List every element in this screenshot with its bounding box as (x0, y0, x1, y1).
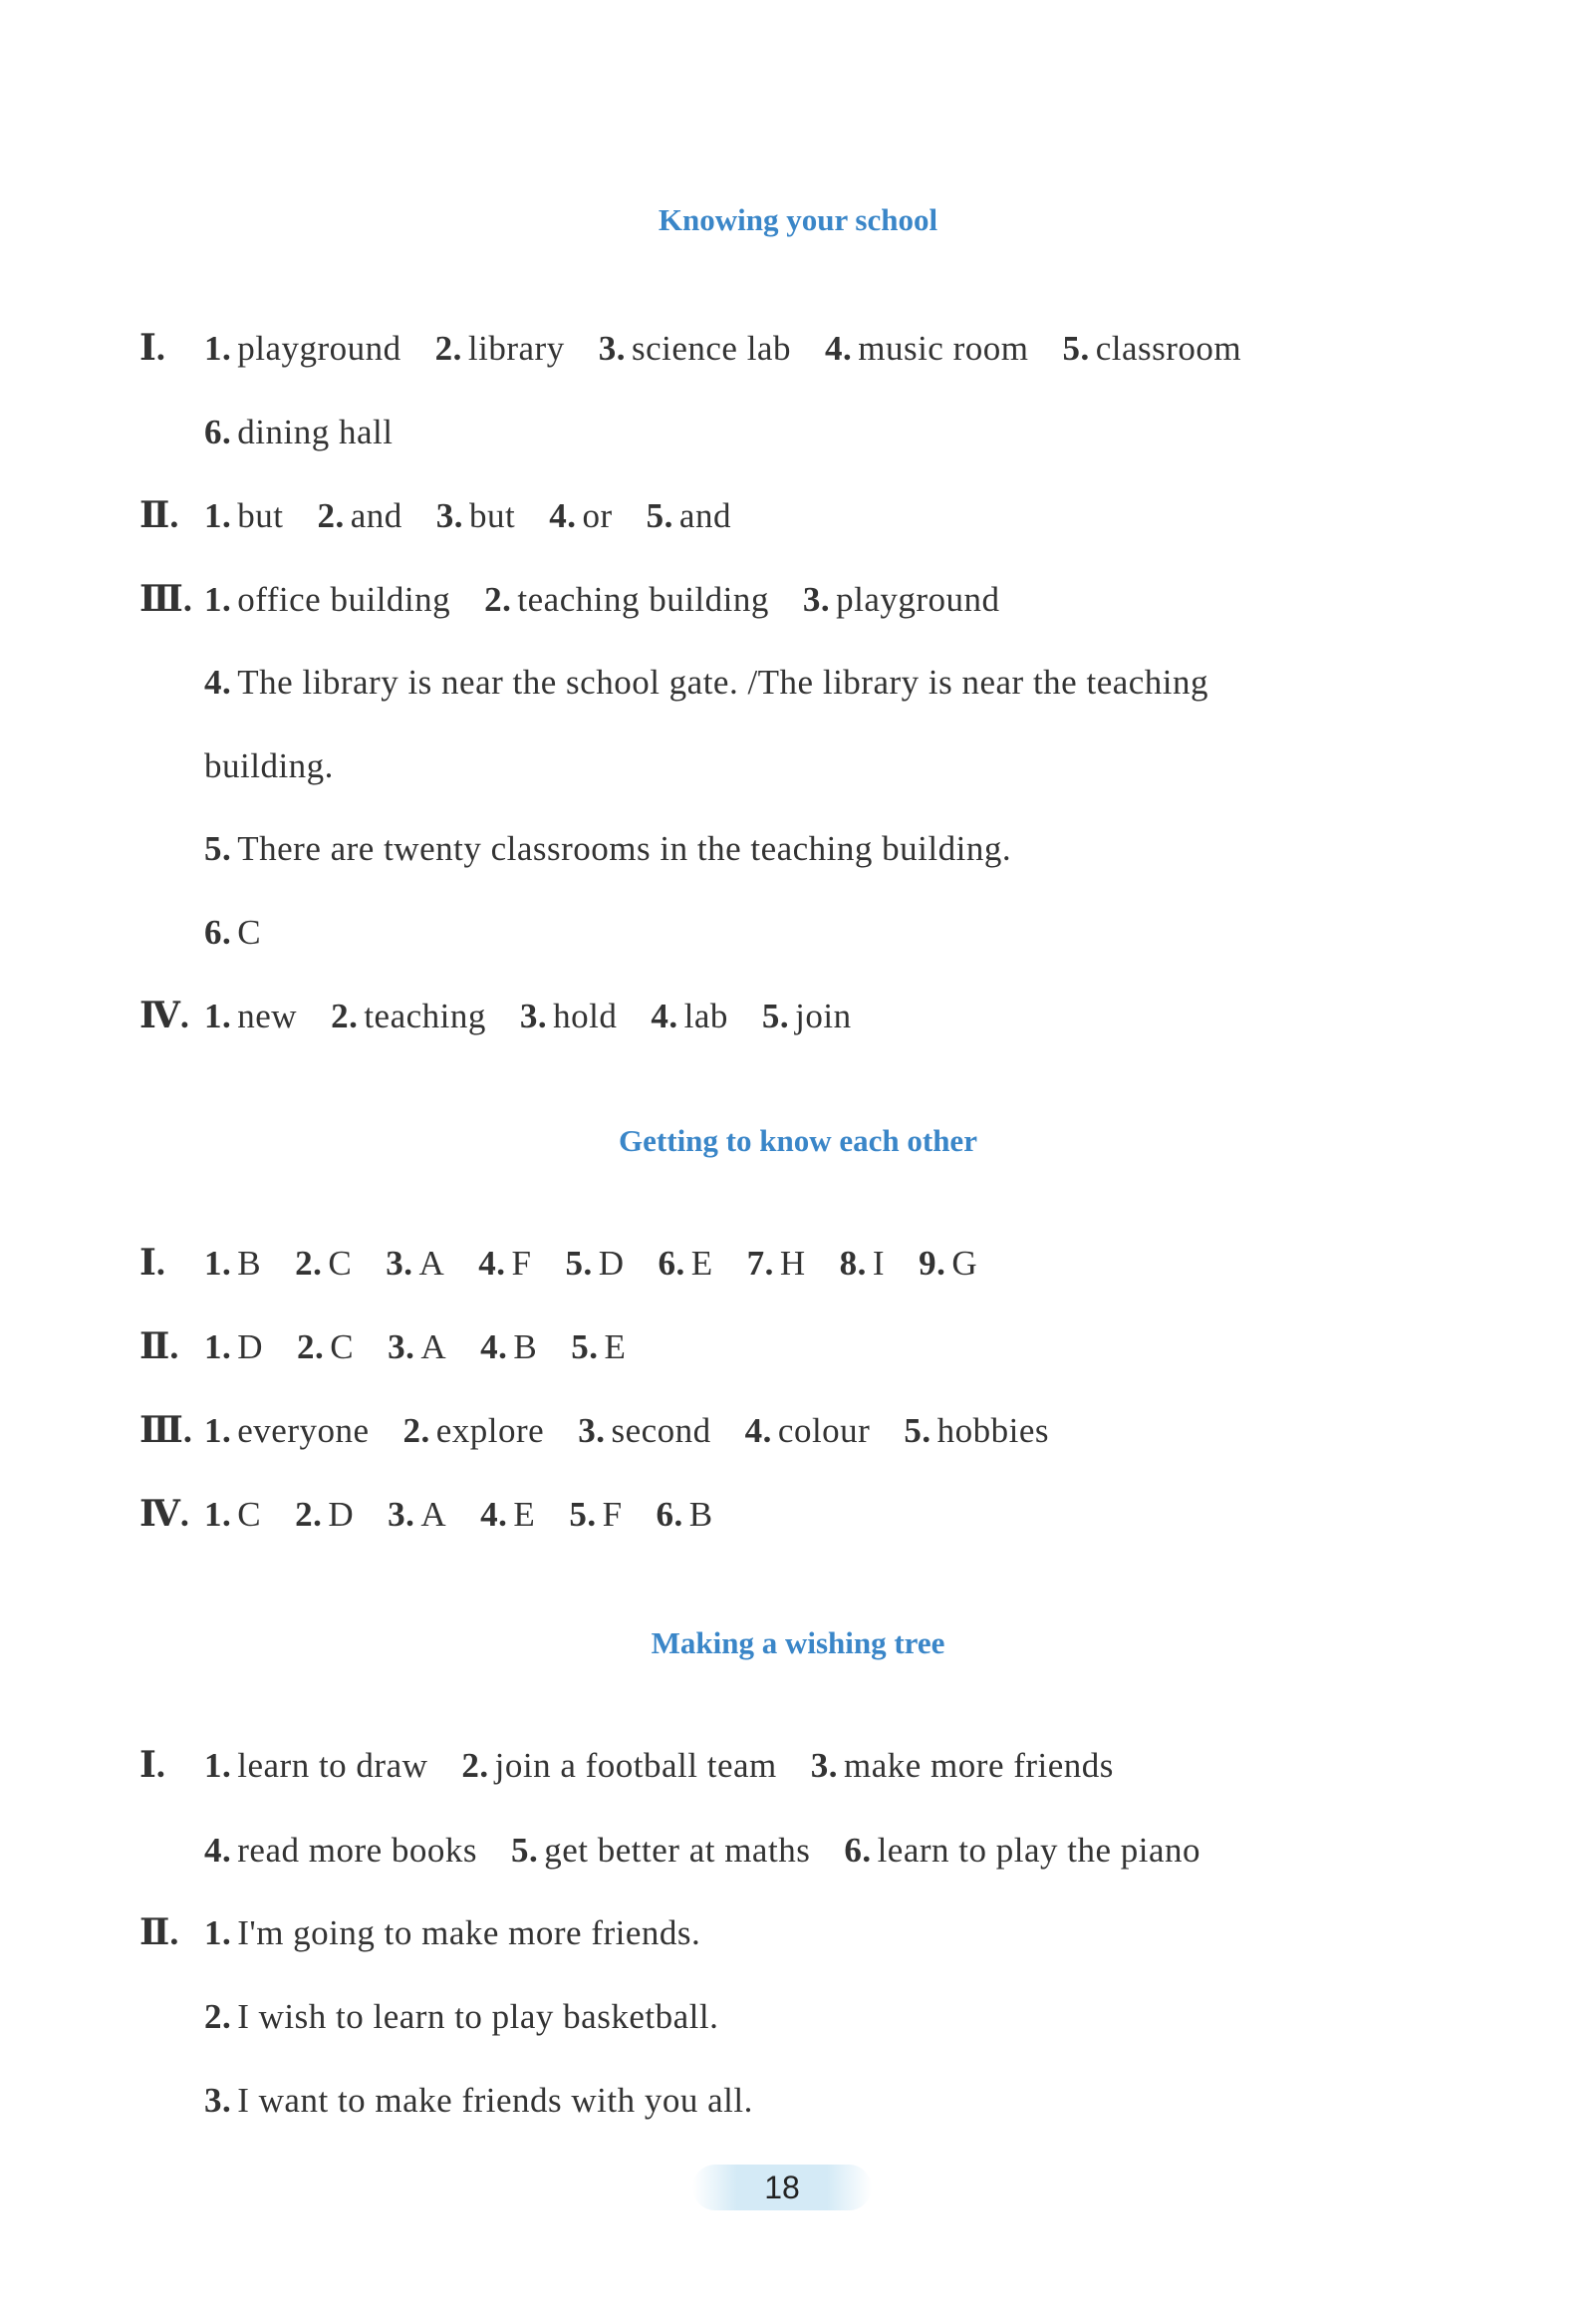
item-text: building. (204, 746, 334, 785)
answer-line (204, 1831, 1234, 1871)
item-text: D (328, 1495, 355, 1534)
answer-item (461, 1746, 776, 1786)
item-text: I want to make friends with you all. (237, 2081, 753, 2120)
item-number: 4. (824, 329, 853, 368)
item-number: 3. (435, 496, 464, 535)
item-number: 4. (204, 663, 232, 702)
item-number: 4. (549, 496, 577, 535)
item-text: D (598, 1244, 625, 1283)
answer-item (403, 1411, 545, 1451)
item-number: 5. (904, 1411, 931, 1450)
item-number: 5. (204, 829, 232, 868)
item-number: 3. (578, 1411, 606, 1450)
answer-line (204, 2081, 787, 2121)
answer-item (571, 1327, 626, 1367)
item-text: classroom (1095, 329, 1242, 368)
item-text: E (690, 1244, 713, 1283)
item-number: 1. (204, 1411, 232, 1450)
exercise-numeral: Ⅰ. (139, 328, 165, 368)
answer-item (204, 1244, 261, 1284)
item-text: There are twenty classrooms in the teaching building. (237, 829, 1012, 868)
answer-item (297, 1327, 354, 1367)
answer-item (435, 329, 565, 369)
item-number: 8. (839, 1244, 867, 1283)
item-number: 4. (480, 1327, 508, 1366)
answer-line (204, 1746, 1148, 1786)
answer-item (204, 1831, 477, 1871)
item-text: everyone (237, 1411, 370, 1450)
answer-item (651, 997, 728, 1036)
answer-item (204, 580, 450, 620)
answer-item (204, 496, 283, 536)
answer-item (549, 496, 612, 536)
answer-item (204, 1411, 370, 1451)
answer-item (762, 997, 852, 1036)
item-text: new (237, 997, 298, 1035)
answer-item (204, 913, 261, 953)
item-text: or (582, 496, 613, 535)
item-number: 3. (598, 329, 626, 368)
answer-item (204, 997, 297, 1036)
item-text: C (237, 913, 262, 952)
item-number: 6. (656, 1495, 683, 1534)
answer-item (204, 1913, 700, 1953)
item-number: 1. (204, 496, 232, 535)
answer-item (204, 1997, 718, 2037)
answer-item (745, 1411, 871, 1451)
exercise-numeral: Ⅱ. (139, 1326, 179, 1366)
answer-item (478, 1244, 531, 1284)
answer-item (386, 1244, 444, 1284)
answer-item (647, 496, 731, 536)
item-text: and (678, 496, 731, 535)
item-text: lab (683, 997, 728, 1035)
item-text: read more books (237, 1831, 478, 1870)
section-title: Getting to know each other (619, 1123, 977, 1158)
answer-item (657, 1495, 713, 1535)
answer-item (565, 1244, 624, 1284)
answer-item (511, 1831, 810, 1871)
answer-line (204, 1913, 734, 1953)
item-number: 2. (295, 1495, 323, 1534)
item-number: 4. (478, 1244, 506, 1283)
item-number: 6. (844, 1831, 872, 1870)
item-number: 3. (810, 1746, 839, 1785)
answer-item (484, 580, 769, 620)
item-text: but (469, 496, 516, 535)
answer-line (204, 1495, 747, 1535)
item-number: 1. (204, 1327, 232, 1366)
answer-item (840, 1244, 885, 1284)
answer-item (803, 580, 1000, 620)
answer-item (436, 496, 515, 536)
answer-item (844, 1831, 1200, 1871)
item-text: teaching (364, 997, 486, 1035)
answer-line (204, 413, 426, 452)
item-number: 5. (761, 997, 790, 1035)
item-number: 2. (317, 496, 345, 535)
answer-item (569, 1495, 622, 1535)
item-text: F (511, 1244, 532, 1283)
item-number: 5. (569, 1495, 597, 1534)
answer-item (1062, 329, 1241, 369)
answer-item (520, 997, 617, 1036)
item-text: A (420, 1327, 447, 1366)
item-number: 2. (484, 580, 512, 619)
exercise-numeral: Ⅲ. (139, 579, 192, 619)
item-text: B (688, 1495, 713, 1534)
item-text: join a football team (494, 1746, 777, 1785)
answer-item (480, 1495, 535, 1535)
answer-item (825, 329, 1028, 369)
answer-item (659, 1244, 713, 1284)
item-text: library (467, 329, 565, 368)
item-text: playground (237, 329, 401, 368)
item-number: 3. (204, 2081, 232, 2120)
answer-line (204, 913, 295, 953)
answer-item (204, 663, 1208, 703)
answer-line (204, 329, 1275, 369)
item-text: colour (777, 1411, 871, 1450)
answer-item (578, 1411, 710, 1451)
answer-line (204, 496, 765, 536)
item-text: G (951, 1244, 978, 1283)
item-text: C (328, 1244, 353, 1283)
item-number: 5. (1062, 329, 1090, 368)
item-text: hold (553, 997, 618, 1035)
item-text: I (872, 1244, 886, 1283)
answer-item (204, 329, 401, 369)
item-number: 3. (802, 580, 831, 619)
answer-line (204, 997, 886, 1036)
item-text: A (418, 1244, 445, 1283)
item-text: but (237, 496, 284, 535)
item-number: 2. (461, 1746, 489, 1785)
item-number: 4. (744, 1411, 772, 1450)
item-number: 3. (386, 1244, 413, 1283)
answer-line (204, 1411, 1083, 1451)
item-text: explore (435, 1411, 545, 1450)
answer-item (204, 746, 334, 786)
exercise-numeral: Ⅱ. (139, 1912, 179, 1952)
item-number: 3. (519, 997, 548, 1035)
item-number: 2. (295, 1244, 323, 1283)
answer-item (388, 1327, 446, 1367)
item-text: join (795, 997, 852, 1035)
item-text: A (420, 1495, 447, 1534)
answer-item (388, 1495, 446, 1535)
item-text: C (330, 1327, 355, 1366)
item-text: music room (858, 329, 1029, 368)
answer-item (811, 1746, 1114, 1786)
page-number: 18 (692, 2165, 872, 2210)
answer-item (295, 1495, 354, 1535)
item-text: The library is near the school gate. /The library is near the teaching (237, 663, 1209, 702)
exercise-numeral: Ⅰ. (139, 1745, 165, 1785)
answer-line (204, 1244, 1011, 1284)
section-title: Making a wishing tree (651, 1625, 945, 1660)
item-number: 4. (651, 997, 678, 1035)
item-text: make more friends (844, 1746, 1114, 1785)
item-number: 7. (746, 1244, 774, 1283)
item-text: H (779, 1244, 806, 1283)
item-number: 6. (204, 413, 232, 451)
answer-line (204, 580, 1034, 620)
answer-item (204, 2081, 753, 2121)
item-text: C (237, 1495, 262, 1534)
item-number: 4. (480, 1495, 508, 1534)
item-number: 3. (388, 1327, 415, 1366)
item-number: 1. (204, 580, 232, 619)
item-text: E (604, 1327, 627, 1366)
item-number: 1. (204, 1746, 232, 1785)
item-number: 2. (204, 1997, 232, 2036)
item-text: science lab (631, 329, 791, 368)
item-text: second (611, 1411, 711, 1450)
item-text: I'm going to make more friends. (237, 1913, 701, 1952)
answer-item (204, 829, 1011, 869)
item-number: 1. (204, 329, 232, 368)
item-number: 3. (388, 1495, 415, 1534)
item-number: 5. (646, 496, 673, 535)
answer-item (904, 1411, 1049, 1451)
item-text: F (602, 1495, 623, 1534)
exercise-numeral: Ⅳ. (139, 1494, 189, 1534)
answer-item (480, 1327, 537, 1367)
item-text: learn to play the piano (877, 1831, 1201, 1870)
item-text: get better at maths (544, 1831, 811, 1870)
item-number: 2. (402, 1411, 430, 1450)
item-number: 1. (204, 1913, 232, 1952)
answer-line (204, 829, 1045, 869)
answer-item (204, 1495, 261, 1535)
item-text: playground (836, 580, 1000, 619)
item-text: and (350, 496, 402, 535)
item-number: 4. (204, 1831, 232, 1870)
answer-item (204, 1746, 427, 1786)
item-number: 6. (658, 1244, 685, 1283)
answer-item (204, 413, 393, 452)
answer-item (331, 997, 486, 1036)
answer-item (317, 496, 401, 536)
exercise-numeral: Ⅲ. (139, 1410, 192, 1450)
item-text: E (513, 1495, 536, 1534)
exercise-numeral: Ⅰ. (139, 1243, 165, 1283)
item-number: 1. (204, 1495, 232, 1534)
item-number: 1. (204, 1244, 232, 1283)
item-text: dining hall (237, 413, 394, 451)
answer-item (295, 1244, 352, 1284)
item-text: learn to draw (237, 1746, 428, 1785)
answer-line (204, 1327, 660, 1367)
item-text: B (513, 1327, 538, 1366)
answer-line (204, 1997, 752, 2037)
item-text: teaching building (517, 580, 769, 619)
item-number: 2. (434, 329, 462, 368)
item-number: 2. (297, 1327, 325, 1366)
answer-item (204, 1327, 263, 1367)
answer-item (747, 1244, 806, 1284)
item-number: 2. (331, 997, 359, 1035)
item-text: I wish to learn to play basketball. (237, 1997, 719, 2036)
answer-line (204, 746, 368, 786)
item-number: 5. (565, 1244, 593, 1283)
answer-item (919, 1244, 977, 1284)
item-number: 9. (919, 1244, 946, 1283)
answer-line (204, 663, 1242, 703)
item-number: 1. (204, 997, 232, 1035)
item-text: hobbies (936, 1411, 1049, 1450)
item-number: 5. (511, 1831, 539, 1870)
item-text: D (237, 1327, 264, 1366)
item-number: 5. (571, 1327, 599, 1366)
answer-item (599, 329, 791, 369)
exercise-numeral: Ⅱ. (139, 495, 179, 535)
item-number: 6. (204, 913, 232, 952)
exercise-numeral: Ⅳ. (139, 996, 189, 1035)
item-text: B (237, 1244, 262, 1283)
section-title: Knowing your school (658, 202, 938, 237)
item-text: office building (237, 580, 451, 619)
